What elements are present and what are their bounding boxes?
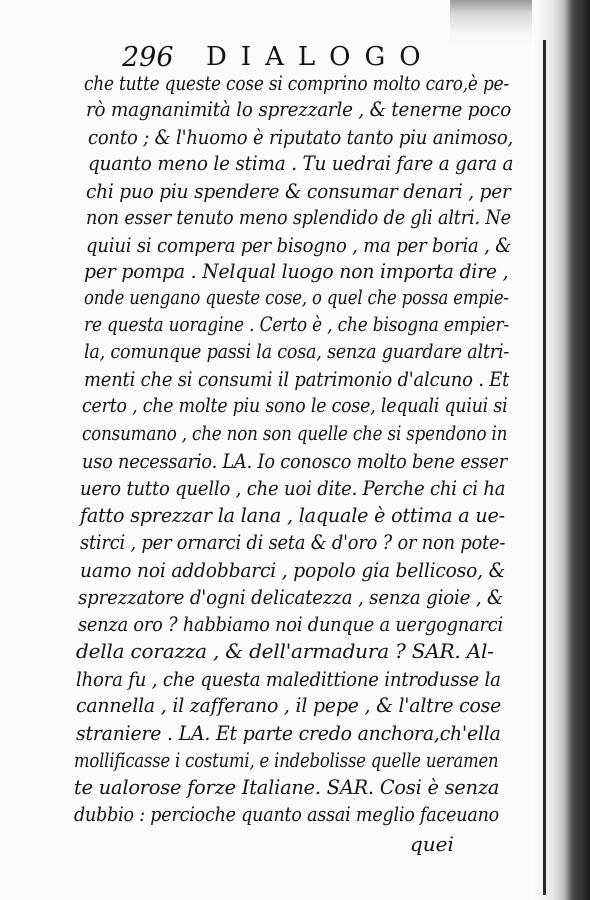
text-line: re questa uoragine . Certo è , che bisogna empier-: [84, 312, 510, 336]
text-line: consumano , che non son quelle che si spendono in: [82, 421, 508, 445]
text-line: fatto sprezzar la lana , laquale è ottima a ue-: [80, 503, 505, 527]
catchword: quei: [410, 832, 454, 856]
text-line: stirci , per ornarci di seta & d'oro ? or non pote-: [80, 530, 506, 554]
text-line: onde uengano queste cose, o quel che possa empie-: [84, 285, 509, 309]
text-line: te ualorose forze Italiane. SAR. Cosi è senza: [74, 775, 500, 799]
text-line: per pompa . Nelqual luogo non importa dire ,: [84, 259, 509, 283]
text-line: dubbio : percioche quanto assai meglio faceuano: [74, 802, 500, 826]
text-line: uamo noi addobbarci , popolo gia bellicoso, &: [80, 558, 506, 582]
text-line: la, comunque passi la cosa, senza guardare altri-: [84, 339, 510, 363]
text-line: chi puo piu spendere & consumar denari , per: [86, 179, 511, 203]
text-line: rò magnanimità lo sprezzarle , & tenerne poco: [86, 97, 512, 121]
running-head: DIALOGO: [206, 42, 435, 72]
page-edge-line: [543, 40, 546, 895]
text-line: certo , che molte piu sono le cose, lequali quiui si: [82, 393, 508, 417]
text-line: quanto meno le stima . Tu uedrai fare a gara a: [88, 151, 514, 175]
text-line: sprezzatore d'ogni delicatezza , senza gioie , &: [78, 585, 504, 609]
page-number: 296: [122, 42, 174, 73]
text-line: straniere . LA. Et parte credo anchora,ch'ella: [76, 721, 501, 745]
text-line: menti che si consumi il patrimonio d'alcuno . Et: [84, 367, 510, 391]
text-line: che tutte queste cose si comprino molto caro,è pe-: [84, 71, 509, 95]
text-line: cannella , il zafferano , il pepe , & l'altre cose: [76, 693, 502, 717]
text-line: senza oro ? habbiamo noi dunque a uergognarci: [78, 612, 504, 636]
text-line: mollificasse i costumi, e indebolisse quelle ueramen: [74, 748, 499, 772]
text-line: uero tutto quello , che uoi dite. Perche chi ci ha: [80, 476, 506, 500]
text-line: non esser tenuto meno splendido de gli altri. Ne: [86, 205, 511, 229]
text-line: della corazza , & dell'armadura ? SAR. Al-: [76, 639, 494, 663]
text-line: quiui si compera per bisogno , ma per boria , &: [86, 233, 512, 257]
text-line: uso necessario. LA. Io conosco molto bene esser: [82, 449, 508, 473]
text-line: conto ; & l'huomo è riputato tanto piu animoso,: [88, 125, 514, 149]
book-binding-edge: [532, 0, 590, 900]
text-line: lhora fu , che questa maledittione introdusse la: [76, 667, 501, 691]
